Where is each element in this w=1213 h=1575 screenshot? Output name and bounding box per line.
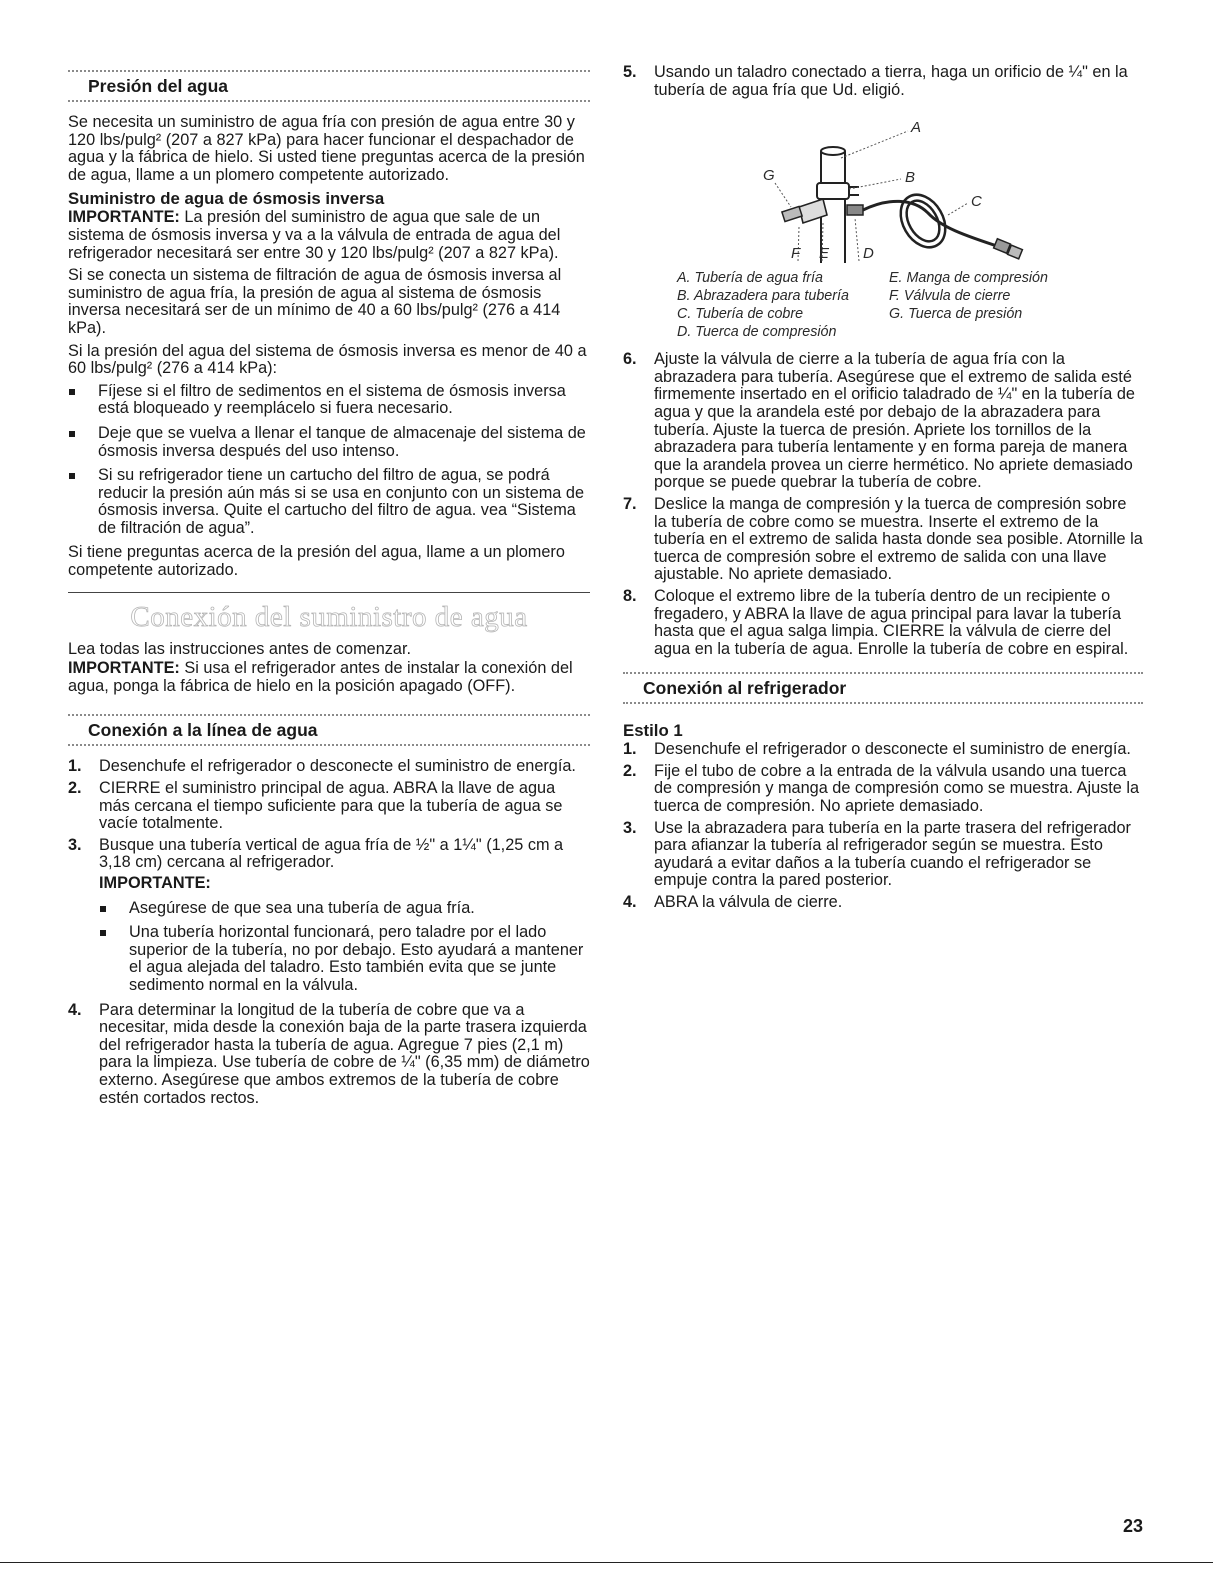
water-line-steps-continued [623,64,1143,99]
callout-f: F [791,245,801,263]
main-section-rule [68,592,590,593]
step-item [623,351,1143,492]
step-text: Ajuste la válvula de cierre a la tubería de agua fría con la abrazadera para tubería. Asegúrese que el extremo de salida esté firmemente insertado en el orificio taladrado de ¼" en la tubería de agua y que la arandela esté por debajo de la abrazadera para tubería. Ajuste la tuerca de presión. Apriete los tornillos de la abrazadera para tubería lentamente y en forma pareja de manera que la arandela provea un cierre hermético. No apriete demasiado porque se puede quebrar la tubería de cobre. [654,350,1135,492]
step-item [623,741,1143,759]
bullet-square-icon [100,906,106,912]
important-text: La presión del suministro de agua que sale de un sistema de ósmosis inversa y va a la válvula de entrada de agua del refrigerador necesitará ser entre 30 y 120 lbs/pulg² (207 a 827 kPa). [68,208,561,262]
step-number: 7. [623,494,637,513]
step-item [68,758,590,776]
water-supply-important [68,660,590,695]
bullet-text: Fíjese si el filtro de sedimentos en el sistema de ósmosis inversa está bloqueado y reemplácelo si fuera necesario. [98,381,566,418]
step-text: Fije el tubo de cobre a la entrada de la válvula usando una tuerca de compresión y manga de compresión como se muestra. Ajuste la tuerca de compresión. No apriete demasiado. [654,761,1140,816]
page-number: 23 [1122,1516,1143,1536]
right-column [623,0,1143,916]
step-item [623,763,1143,816]
list-item [99,900,590,918]
bullet-square-icon [69,473,75,479]
water-line-steps-continued [623,351,1143,658]
step-important-bullets [99,900,590,995]
style-heading: Estilo 1 [623,721,683,741]
step-text: CIERRE el suministro principal de agua. ABRA la llave de agua más cercana el tiempo suficiente para que la tubería de agua se vacíe totalmente. [99,779,563,833]
legend-item: F. Válvula de cierre [889,288,1011,305]
step-number: 4. [68,1000,82,1019]
water-pressure-closing: Si tiene preguntas acerca de la presión del agua, llame a un plomero competente autorizado. [68,543,565,580]
callout-g: G [763,167,775,185]
callout-b: B [905,169,916,187]
step-text: ABRA la válvula de cierre. [654,893,843,912]
bullet-text: Una tubería horizontal funcionará, pero taladre por el lado superior de la tubería, no por debajo. Esto ayudará a mantener el agua alejada del taladro. Esto también evita que se junte sedimento normal en la válvula. [129,923,584,994]
water-pressure-heading: Presión del agua [88,76,229,96]
step-item [623,820,1143,890]
water-line-heading: Conexión a la línea de agua [88,720,318,741]
list-item [68,383,590,418]
step-item [68,837,590,995]
step-text: Coloque el extremo libre de la tubería dentro de un recipiente o fregadero, y ABRA la llave de agua principal para lavar la tubería hasta que el agua salga limpia. CIERRE la válvula de cierre del agua en la tubería de agua. Enrolle la tubería de cobre en espiral. [654,586,1129,658]
step-text: Desenchufe el refrigerador o desconecte el suministro de energía. [99,757,576,776]
step-number: 4. [623,893,637,912]
fridge-connection-steps [623,741,1143,911]
bullet-square-icon [69,389,75,395]
water-line-steps [68,758,590,1107]
step-number: 2. [623,761,637,780]
step-text: Use la abrazadera para tubería en la parte trasera del refrigerador para afianzar la tubería al refrigerador según se muestra. Esto ayudará a evitar daños a la tubería cuando el refrigerador se empuje contra la pared posterior. [654,818,1131,890]
bullet-text: Asegúrese de que sea una tubería de agua fría. [129,898,475,917]
step-important-label: IMPORTANTE: [99,874,211,892]
step-number: 8. [623,586,637,605]
step-text: Desenchufe el refrigerador o desconecte el suministro de energía. [654,740,1131,759]
list-item [99,924,590,994]
read-all-instructions: Lea todas las instrucciones antes de comenzar. [68,639,412,658]
step-text: Para determinar la longitud de la tubería de cobre que va a necesitar, mida desde la conexión baja de la parte trasera izquierda del refrigerador hasta la tubería de agua. Agregue 7 pies (2,1 m) para la limpieza. Use tubería de cobre de ¼" (6,35 mm) de diámetro externo. Asegúrese que ambos extremos de la tubería de cobre estén cortados rectos. [99,1000,590,1107]
valve-diagram-drawing [623,103,1143,265]
step-text: Busque una tubería vertical de agua fría de ½" a 1¼" (1,25 cm a 3,18 cm) cercana al refrigerador. [99,835,564,872]
bullet-square-icon [69,431,75,437]
reverse-osmosis-paragraph: Si la presión del agua del sistema de ósmosis inversa es menor de 40 a 60 lbs/pulg² (276 a 414 kPa): [68,341,587,378]
important-label: IMPORTANTE: [68,208,180,227]
reverse-osmosis-paragraph: Si se conecta un sistema de filtración de agua de ósmosis inversa al suministro de agua fría, la presión de agua al sistema de ósmosis inversa necesitará ser de un mínimo de 40 a 60 lbs/pulg² (276 a 414 kPa). [68,266,562,337]
bullet-text: Deje que se vuelva a llenar el tanque de almacenaje del sistema de ósmosis inversa después del uso intenso. [98,423,586,460]
step-item [68,780,590,833]
callout-d: D [863,245,874,263]
step-item [623,64,1143,99]
callout-e: E [819,245,830,263]
legend-item: A. Tubería de agua fría [677,270,823,287]
bullet-text: Si su refrigerador tiene un cartucho del filtro de agua, se podrá reducir la presión aún más si se usa en conjunto con un sistema de ósmosis inversa. Quite el cartucho del filtro de agua. vea “Sistema de filtración de agua”. [98,466,584,537]
reverse-osmosis-bullets [68,383,590,538]
callout-c: C [971,193,982,211]
valve-diagram [623,103,1143,265]
legend-item: C. Tubería de cobre [677,306,804,323]
legend-item: E. Manga de compresión [889,270,1048,287]
water-supply-title: Conexión del suministro de agua [130,600,528,633]
step-number: 6. [623,350,637,369]
callout-a: A [911,119,922,137]
reverse-osmosis-heading: Suministro de agua de ósmosis inversa [68,189,385,209]
important-label: IMPORTANTE: [68,659,180,678]
legend-item: D. Tuerca de compresión [677,324,837,341]
fridge-connection-heading: Conexión al refrigerador [643,678,847,699]
water-pressure-intro: Se necesita un suministro de agua fría con presión de agua entre 30 y 120 lbs/pulg² (207 a 827 kPa) para hacer funcionar el despachador de agua y la fábrica de hielo. Si usted tiene preguntas acerca de la presión de agua, llame a un plomero competente autorizado. [68,113,585,184]
step-item [623,894,1143,912]
footer-rule [0,1562,1213,1563]
step-item [623,588,1143,658]
bullet-square-icon [100,930,106,936]
legend-item: G. Tuerca de presión [889,306,1023,323]
legend-item: B. Abrazadera para tubería [677,288,849,305]
diagram-legend [677,269,1143,341]
important-text: Si usa el refrigerador antes de instalar la conexión del agua, ponga la fábrica de hielo en la posición apagado (OFF). [68,659,573,695]
step-number: 3. [68,835,82,854]
step-text: Usando un taladro conectado a tierra, haga un orificio de ¼" en la tubería de agua fría que Ud. eligió. [654,63,1128,99]
step-item [623,496,1143,584]
list-item [68,467,590,537]
list-item [68,425,590,460]
reverse-osmosis-important [68,209,590,262]
step-number: 2. [68,779,82,798]
step-item [68,1002,590,1108]
left-column [68,0,590,1111]
step-number: 1. [623,740,637,759]
step-number: 5. [623,63,637,81]
step-text: Deslice la manga de compresión y la tuerca de compresión sobre la tubería de cobre como se muestra. Inserte el extremo de la tubería en el extremo de salida hasta donde sea posible. Atornille la tuerca de compresión sobre el extremo de salida con una llave ajustable. No apriete demasiado. [654,494,1143,584]
step-number: 3. [623,818,637,837]
step-number: 1. [68,757,82,776]
